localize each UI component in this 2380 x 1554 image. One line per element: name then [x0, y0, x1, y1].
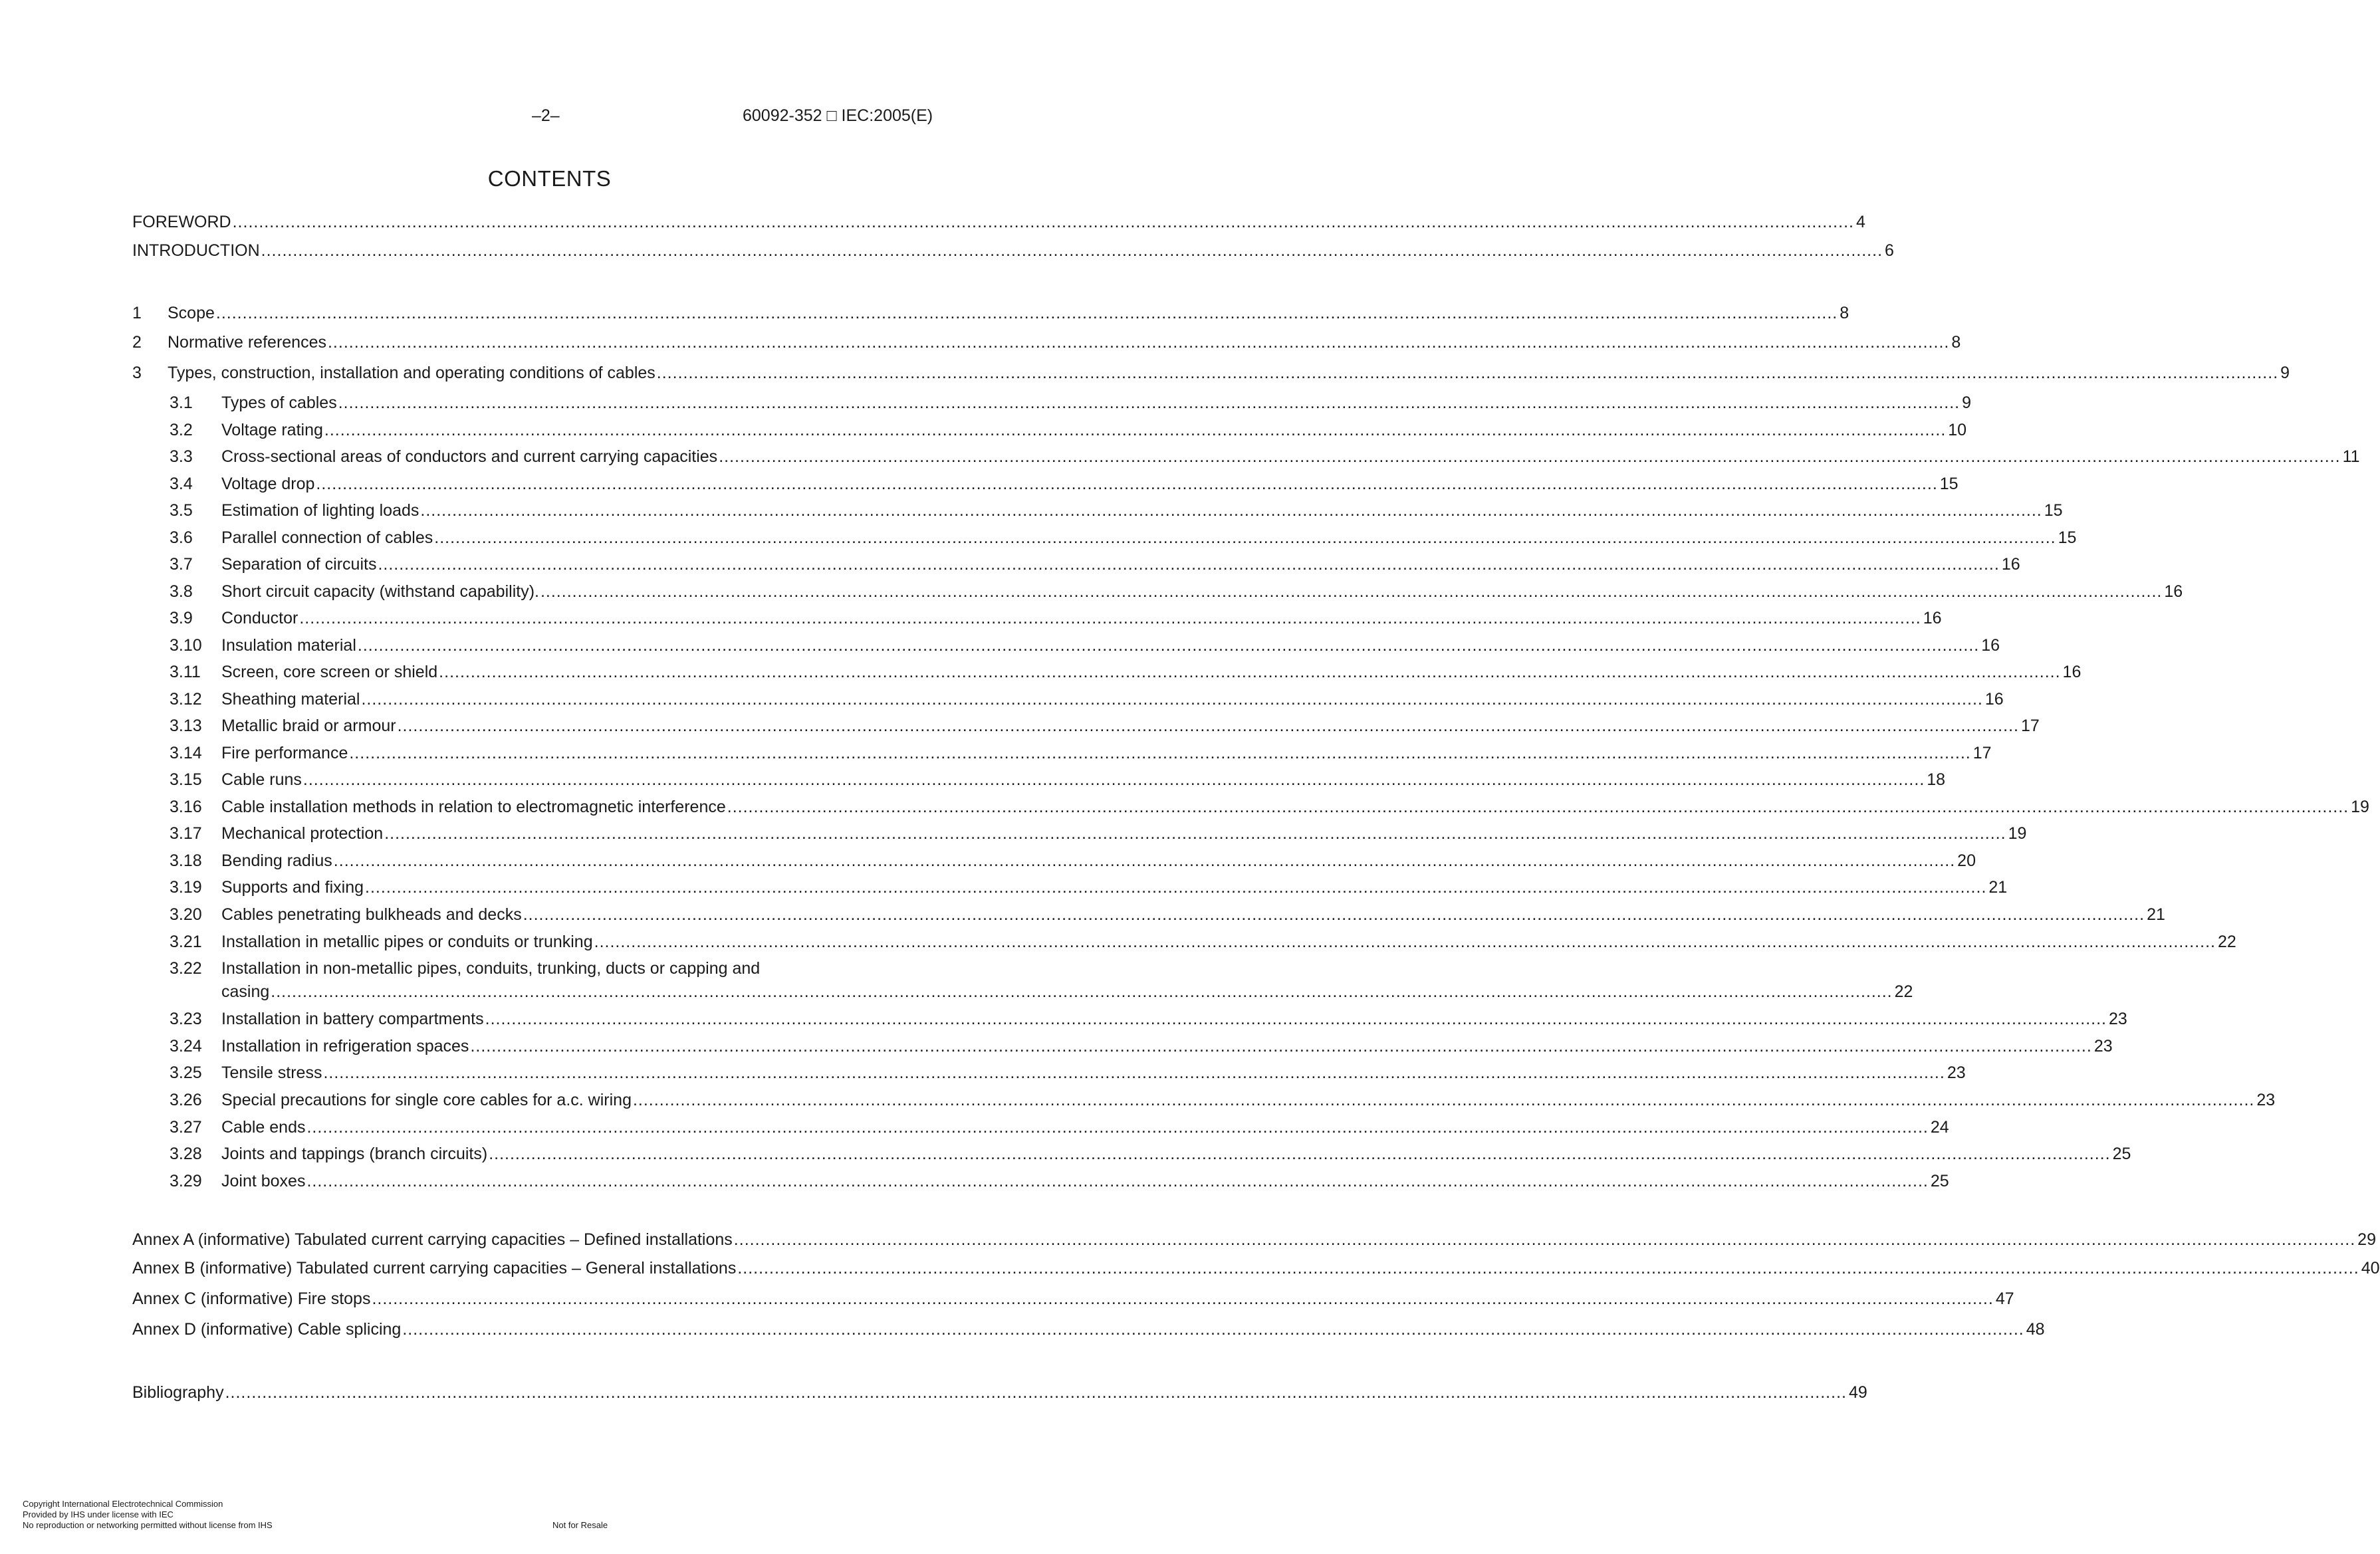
toc-entry-number: 3.27: [170, 1118, 202, 1137]
toc-entry-number: 3.1: [170, 393, 193, 412]
toc-entry-number: 3.7: [170, 555, 193, 574]
toc-page-number: 11: [2342, 447, 2360, 466]
toc-page-number: 48: [2026, 1320, 2045, 1339]
toc-entry-foreword[interactable]: [132, 211, 1865, 233]
toc-page-number: 19: [2008, 824, 2027, 843]
toc-entry-text: Scope: [168, 304, 215, 322]
toc-subclause-3.2[interactable]: [170, 419, 1967, 441]
toc-entry-number: 3.28: [170, 1145, 202, 1163]
toc-subclause-3.10[interactable]: [170, 635, 2000, 656]
copyright-notice: [23, 1499, 273, 1531]
toc-entry-text: Cable runs: [221, 770, 302, 789]
toc-subclause-3.14[interactable]: [170, 742, 1992, 764]
toc-entry-number: 3.15: [170, 770, 202, 789]
toc-subclause-3.4[interactable]: [170, 473, 1959, 495]
toc-page-number: 4: [1855, 213, 1865, 231]
toc-page-number: 23: [2256, 1091, 2276, 1109]
leader-dots: [334, 850, 1955, 871]
toc-entry-text: Cable installation methods in relation to electromagnetic interference: [221, 798, 726, 816]
toc-subclause-continuation[interactable]: [221, 981, 1913, 1002]
toc-entry-text: Types, construction, installation and operating conditions of cables: [168, 364, 655, 382]
toc-subclause-3.23[interactable]: [170, 1008, 2127, 1030]
toc-page-number: 23: [1947, 1063, 1966, 1082]
leader-dots: [384, 823, 2006, 844]
toc-page-number: 20: [1957, 851, 1976, 870]
leader-dots: [299, 608, 1921, 629]
leader-dots: [372, 1288, 1993, 1309]
toc-subclause-3.21[interactable]: [170, 931, 2236, 952]
toc-page-number: 19: [2351, 798, 2369, 816]
leader-dots: [306, 1170, 1928, 1192]
toc-entry-text: Parallel connection of cables: [221, 528, 433, 547]
toc-entry-number: 3.29: [170, 1172, 202, 1190]
toc-entry-number: 3.26: [170, 1091, 202, 1109]
page-number-header: –2–: [532, 106, 560, 125]
toc-subclause-3.3[interactable]: [170, 446, 2360, 467]
toc-entry-number: 3.18: [170, 851, 202, 870]
toc-page-number: 29: [2357, 1230, 2376, 1249]
toc-entry-text: Short circuit capacity (withstand capability).: [221, 582, 539, 601]
not-for-resale-notice: Not for Resale: [552, 1520, 608, 1530]
leader-dots: [316, 473, 1937, 495]
toc-page-number: 25: [2112, 1145, 2131, 1163]
toc-clause-2[interactable]: [132, 332, 1961, 353]
leader-dots: [420, 500, 2042, 521]
toc-page-number: 15: [2058, 528, 2077, 547]
toc-entry-text: Mechanical protection: [221, 824, 384, 843]
toc-page-number: 24: [1930, 1118, 1949, 1137]
leader-dots: [225, 1382, 1847, 1403]
toc-annex-a[interactable]: [132, 1229, 2376, 1250]
leader-dots: [303, 769, 1925, 790]
toc-entry-number: 3.21: [170, 933, 202, 951]
toc-page-number: 49: [1848, 1383, 1867, 1402]
toc-page-number: 21: [1988, 878, 2008, 897]
toc-entry-text: Annex B (informative) Tabulated current carrying capacities – General installations: [132, 1259, 737, 1277]
toc-entry-text: Normative references: [168, 333, 326, 352]
toc-entry-text: Installation in metallic pipes or conduits or trunking: [221, 933, 593, 951]
leader-dots: [402, 1319, 2024, 1340]
toc-subclause-3.22[interactable]: [170, 958, 760, 979]
leader-dots: [306, 1117, 1928, 1138]
toc-entry-text: Joint boxes: [221, 1172, 306, 1190]
toc-entry-number: 3.12: [170, 690, 202, 709]
toc-subclause-3.6[interactable]: [170, 527, 2077, 548]
toc-entry-number: 3.13: [170, 717, 202, 735]
toc-entry-text: Cable ends: [221, 1118, 306, 1137]
toc-entry-number: 1: [132, 304, 142, 322]
leader-dots: [349, 742, 1970, 764]
toc-entry-text: Insulation material: [221, 636, 356, 655]
toc-entry-number: 3.8: [170, 582, 193, 601]
toc-entry-number: 3.4: [170, 475, 193, 493]
leader-dots: [398, 715, 2019, 736]
toc-subclause-3.24[interactable]: [170, 1036, 2113, 1057]
toc-annex-d[interactable]: [132, 1319, 2045, 1340]
toc-entry-number: 3.11: [170, 663, 201, 681]
toc-entry-text: Annex C (informative) Fire stops: [132, 1289, 371, 1308]
toc-clause-1[interactable]: [132, 302, 1849, 324]
toc-entry-text: Annex D (informative) Cable splicing: [132, 1320, 402, 1339]
toc-entry-text: Screen, core screen or shield: [221, 663, 438, 681]
toc-entry-text: Types of cables: [221, 393, 337, 412]
toc-entry-bibliography[interactable]: [132, 1382, 1867, 1403]
toc-entry-text: Joints and tappings (branch circuits): [221, 1145, 488, 1163]
leader-dots: [358, 635, 1979, 656]
leader-dots: [657, 362, 2278, 384]
leader-dots: [485, 1008, 2107, 1030]
leader-dots: [594, 931, 2216, 952]
copyright-line: Copyright International Electrotechnical Commission: [23, 1499, 223, 1509]
toc-entry-number: 3.23: [170, 1010, 202, 1028]
license-line: Provided by IHS under license with IEC: [23, 1509, 174, 1519]
toc-entry-introduction[interactable]: [132, 240, 1894, 261]
leader-dots: [470, 1036, 2091, 1057]
toc-entry-number: 3.5: [170, 501, 193, 520]
page-title: CONTENTS: [487, 166, 612, 191]
toc-entry-text: Cables penetrating bulkheads and decks: [221, 905, 522, 924]
leader-dots: [727, 796, 2349, 818]
toc-page-number: 16: [2062, 663, 2082, 681]
leader-dots: [434, 527, 2056, 548]
toc-page-number: 21: [2147, 905, 2165, 924]
toc-page-number: 16: [1981, 636, 2000, 655]
leader-dots: [633, 1089, 2254, 1111]
leader-dots: [328, 332, 1949, 353]
toc-entry-text: Special precautions for single core cables for a.c. wiring: [221, 1091, 632, 1109]
toc-page-number: 40: [2361, 1259, 2380, 1277]
toc-entry-number: 3.25: [170, 1063, 202, 1082]
toc-entry-text: INTRODUCTION: [132, 241, 260, 260]
standard-reference-header: 60092-352 □ IEC:2005(E): [743, 106, 933, 125]
toc-entry-text: Separation of circuits: [221, 555, 377, 574]
toc-entry-text: Tensile stress: [221, 1063, 322, 1082]
toc-entry-text: Voltage rating: [221, 421, 323, 439]
toc-entry-text: Installation in refrigeration spaces: [221, 1037, 469, 1055]
toc-entry-number: 3.3: [170, 447, 193, 466]
leader-dots: [378, 554, 1999, 575]
toc-page-number: 47: [1995, 1289, 2014, 1308]
toc-entry-text: Voltage drop: [221, 475, 315, 493]
toc-page-number: 6: [1885, 241, 1894, 260]
toc-entry-text: Installation in battery compartments: [221, 1010, 484, 1028]
leader-dots: [540, 581, 2162, 602]
toc-page-number: 23: [2093, 1037, 2113, 1055]
toc-page-number: 22: [1894, 982, 1913, 1001]
toc-page-number: 16: [2164, 582, 2183, 601]
toc-page-number: 25: [1930, 1172, 1949, 1190]
toc-subclause-3.27[interactable]: [170, 1117, 1949, 1138]
leader-dots: [523, 904, 2145, 925]
toc-subclause-3.26[interactable]: [170, 1089, 2276, 1111]
toc-entry-text: Installation in non-metallic pipes, conduits, trunking, ducts or capping and: [221, 959, 761, 978]
toc-entry-text: Annex A (informative) Tabulated current carrying capacities – Defined installations: [132, 1230, 733, 1249]
leader-dots: [233, 211, 1854, 233]
toc-subclause-3.1[interactable]: [170, 392, 1971, 413]
toc-page-number: 16: [1923, 609, 1942, 627]
toc-entry-number: 3.22: [170, 959, 202, 978]
toc-entry-number: 2: [132, 333, 142, 352]
toc-subclause-3.17[interactable]: [170, 823, 2027, 844]
leader-dots: [719, 446, 2340, 467]
toc-page-number: 15: [1939, 475, 1959, 493]
toc-entry-number: 3.19: [170, 878, 202, 897]
toc-subclause-3.18[interactable]: [170, 850, 1976, 871]
toc-subclause-3.11[interactable]: [170, 661, 2082, 683]
toc-page-number: 10: [1948, 421, 1967, 439]
toc-entry-text: Bibliography: [132, 1383, 224, 1402]
leader-dots: [323, 1062, 1945, 1083]
toc-entry-text: Metallic braid or armour: [221, 717, 396, 735]
toc-entry-number: 3.24: [170, 1037, 202, 1055]
toc-subclause-3.25[interactable]: [170, 1062, 1966, 1083]
toc-entry-text: casing: [221, 982, 270, 1001]
toc-entry-number: 3.10: [170, 636, 202, 655]
toc-annex-c[interactable]: [132, 1288, 2014, 1309]
toc-entry-number: 3: [132, 364, 142, 382]
toc-entry-number: 3.20: [170, 905, 202, 924]
toc-entry-text: Cross-sectional areas of conductors and current carrying capacities: [221, 447, 718, 466]
leader-dots: [361, 689, 1982, 710]
leader-dots: [271, 981, 1892, 1002]
leader-dots: [216, 302, 1838, 324]
leader-dots: [737, 1258, 2359, 1279]
toc-entry-number: 3.9: [170, 609, 193, 627]
toc-subclause-3.12[interactable]: [170, 689, 2004, 710]
leader-dots: [324, 419, 1946, 441]
toc-entry-text: Sheathing material: [221, 690, 360, 709]
toc-page-number: 8: [1840, 304, 1849, 322]
toc-entry-number: 3.2: [170, 421, 193, 439]
toc-subclause-3.8[interactable]: [170, 581, 2183, 602]
toc-page-number: 18: [1927, 770, 1946, 789]
toc-page-number: 23: [2109, 1010, 2127, 1028]
toc-subclause-3.13[interactable]: [170, 715, 2040, 736]
reproduction-line: No reproduction or networking permitted without license from IHS: [23, 1520, 273, 1530]
leader-dots: [365, 877, 1986, 898]
toc-subclause-3.19[interactable]: [170, 877, 2008, 898]
leader-dots: [489, 1143, 2110, 1165]
toc-entry-text: Bending radius: [221, 851, 332, 870]
toc-page-number: 9: [1962, 393, 1971, 412]
toc-entry-text: Supports and fixing: [221, 878, 364, 897]
toc-subclause-3.9[interactable]: [170, 608, 1942, 629]
toc-page-number: 9: [2280, 364, 2290, 382]
toc-page-number: 8: [1951, 333, 1961, 352]
toc-page-number: 16: [2001, 555, 2020, 574]
toc-entry-text: Conductor: [221, 609, 298, 627]
toc-page-number: 16: [1984, 690, 2004, 709]
toc-subclause-3.16[interactable]: [170, 796, 2369, 818]
toc-entry-number: 3.16: [170, 798, 202, 816]
toc-entry-text: FOREWORD: [132, 213, 231, 231]
toc-subclause-3.28[interactable]: [170, 1143, 2131, 1165]
toc-subclause-3.29[interactable]: [170, 1170, 1949, 1192]
toc-subclause-3.20[interactable]: [170, 904, 2165, 925]
leader-dots: [338, 392, 1960, 413]
leader-dots: [261, 240, 1883, 261]
toc-entry-number: 3.14: [170, 744, 202, 762]
toc-entry-text: Estimation of lighting loads: [221, 501, 419, 520]
toc-clause-3[interactable]: [132, 362, 2290, 384]
toc-page-number: 22: [2218, 933, 2236, 951]
toc-subclause-3.15[interactable]: [170, 769, 1946, 790]
toc-subclause-3.5[interactable]: [170, 500, 2063, 521]
toc-page-number: 15: [2044, 501, 2063, 520]
toc-page-number: 17: [2020, 717, 2040, 735]
leader-dots: [734, 1229, 2355, 1250]
toc-entry-text: Fire performance: [221, 744, 348, 762]
toc-subclause-3.7[interactable]: [170, 554, 2020, 575]
toc-entry-number: 3.17: [170, 824, 202, 843]
toc-page-number: 17: [1972, 744, 1992, 762]
toc-annex-b[interactable]: [132, 1258, 2380, 1279]
toc-entry-number: 3.6: [170, 528, 193, 547]
leader-dots: [439, 661, 2060, 683]
